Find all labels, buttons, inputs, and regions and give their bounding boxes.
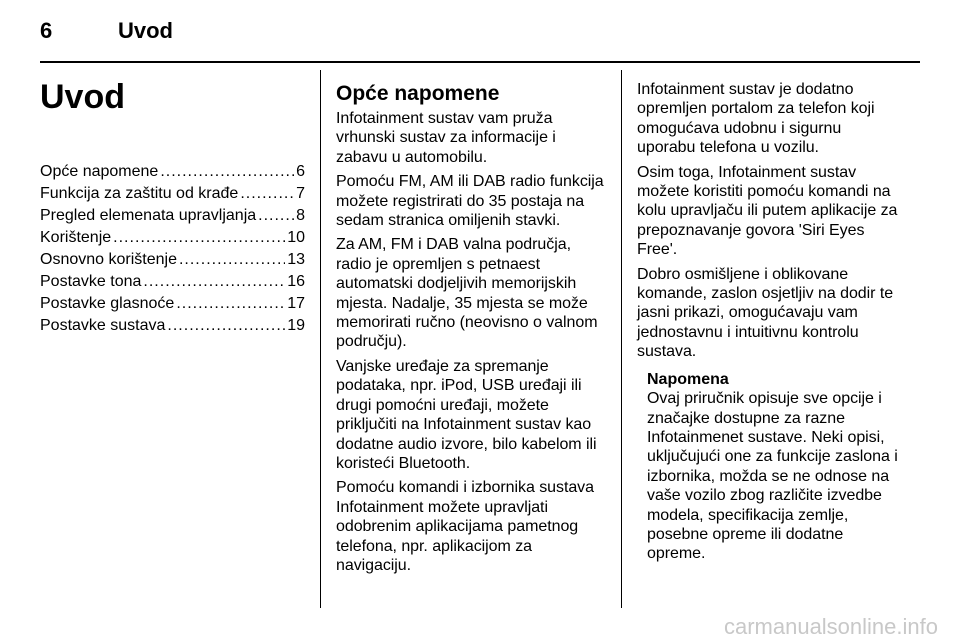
paragraph: Pomoću FM, AM ili DAB radio funkcija možete registrirati do 35 postaja na sedam stranica omiljenih stavki. xyxy=(336,173,604,230)
paragraph: Infotainment sustav je dodatno opremljen portalom za telefon koji omogućava udobnu i sigurnu uporabu telefona u vozilu. xyxy=(637,81,875,157)
toc-item[interactable] xyxy=(40,314,305,336)
toc-item[interactable] xyxy=(40,292,305,314)
chapter-title: Uvod xyxy=(40,78,125,116)
toc-page: 6 xyxy=(296,163,305,180)
header-rule xyxy=(40,61,920,63)
toc-label: Pregled elemenata upravljanja xyxy=(40,207,257,224)
page-number: 6 xyxy=(40,18,53,43)
paragraph: Infotainment sustav vam pruža vrhunski sustav za informacije i zabavu u automobilu. xyxy=(336,110,556,166)
toc-page: 8 xyxy=(296,207,305,224)
toc-leader xyxy=(240,183,294,204)
toc-item[interactable] xyxy=(40,204,305,226)
paragraph: Za AM, FM i DAB valna područja, radio je opremljen s petnaest automatski dodjeljivih memorijskih mjesta. Nadalje, 35 mjesta se može memorirati ručno (neovisno o valnom području). xyxy=(336,236,598,351)
toc-leader xyxy=(167,315,285,336)
toc-page: 13 xyxy=(287,251,305,268)
toc-label: Opće napomene xyxy=(40,163,159,180)
toc-page: 19 xyxy=(287,317,305,334)
section-title: Opće napomene xyxy=(336,82,500,105)
watermark: carmanualsonline.info xyxy=(723,614,938,639)
toc-label: Funkcija za zaštitu od krađe xyxy=(40,185,239,202)
toc-page: 17 xyxy=(287,295,305,312)
toc-leader xyxy=(176,293,285,314)
page-header xyxy=(40,18,920,48)
toc-item[interactable] xyxy=(40,248,305,270)
toc-label: Postavke tona xyxy=(40,273,142,290)
paragraph: Osim toga, Infotainment sustav možete koristiti pomoću komandi na kolu upravljaču ili putem aplikacije za prepoznavanje govora 'Siri Eyes Free'. xyxy=(637,163,898,259)
toc-leader xyxy=(113,227,285,248)
toc-page: 16 xyxy=(287,273,305,290)
toc-item[interactable] xyxy=(40,270,305,292)
table-of-contents xyxy=(40,160,305,336)
toc-leader xyxy=(179,249,285,270)
toc-label: Postavke sustava xyxy=(40,317,166,334)
note-title: Napomena xyxy=(647,370,729,388)
column-divider-2 xyxy=(621,70,622,608)
toc-label: Osnovno korištenje xyxy=(40,251,177,268)
toc-item[interactable] xyxy=(40,160,305,182)
paragraph: Dobro osmišljene i oblikovane komande, zaslon osjetljiv na dodir te jasni prikazi, omogućavaju vam jednostavnu i intuitivnu kontrolu sustava. xyxy=(637,265,894,361)
toc-column xyxy=(40,70,305,336)
body-column-2 xyxy=(637,70,903,564)
toc-leader xyxy=(258,205,294,226)
header-title: Uvod xyxy=(118,18,173,43)
toc-page: 10 xyxy=(287,229,305,246)
toc-item[interactable] xyxy=(40,226,305,248)
note-text: Ovaj priručnik opisuje sve opcije i značajke dostupne za razne Infotainmenet sustave. Neki opisi, uključujući one za funkcije zaslona i izbornika, možda se ne odnose na vaše vozilo zbog različite izvedbe modela, specifikacija zemlje, posebne opreme ili dodatne opreme. xyxy=(647,390,898,563)
toc-label: Korištenje xyxy=(40,229,112,246)
paragraph: Vanjske uređaje za spremanje podataka, npr. iPod, USB uređaji ili drugi pomoćni uređaji, možete priključiti na Infotainment sustav kao dodatne audio izvore, bilo kabelom ili koristeći Bluetooth. xyxy=(336,357,597,472)
toc-label: Postavke glasnoće xyxy=(40,295,175,312)
note-box xyxy=(647,370,903,564)
paragraph: Pomoću komandi i izbornika sustava Infotainment možete upravljati odobrenim aplikacijama pametnog telefona, npr. aplikacijom za navigaciju. xyxy=(336,479,594,574)
toc-item[interactable] xyxy=(40,182,305,204)
toc-leader xyxy=(160,161,294,182)
toc-page: 7 xyxy=(296,185,305,202)
toc-leader xyxy=(143,271,285,292)
column-divider-1 xyxy=(320,70,321,608)
body-column-1 xyxy=(336,70,606,580)
